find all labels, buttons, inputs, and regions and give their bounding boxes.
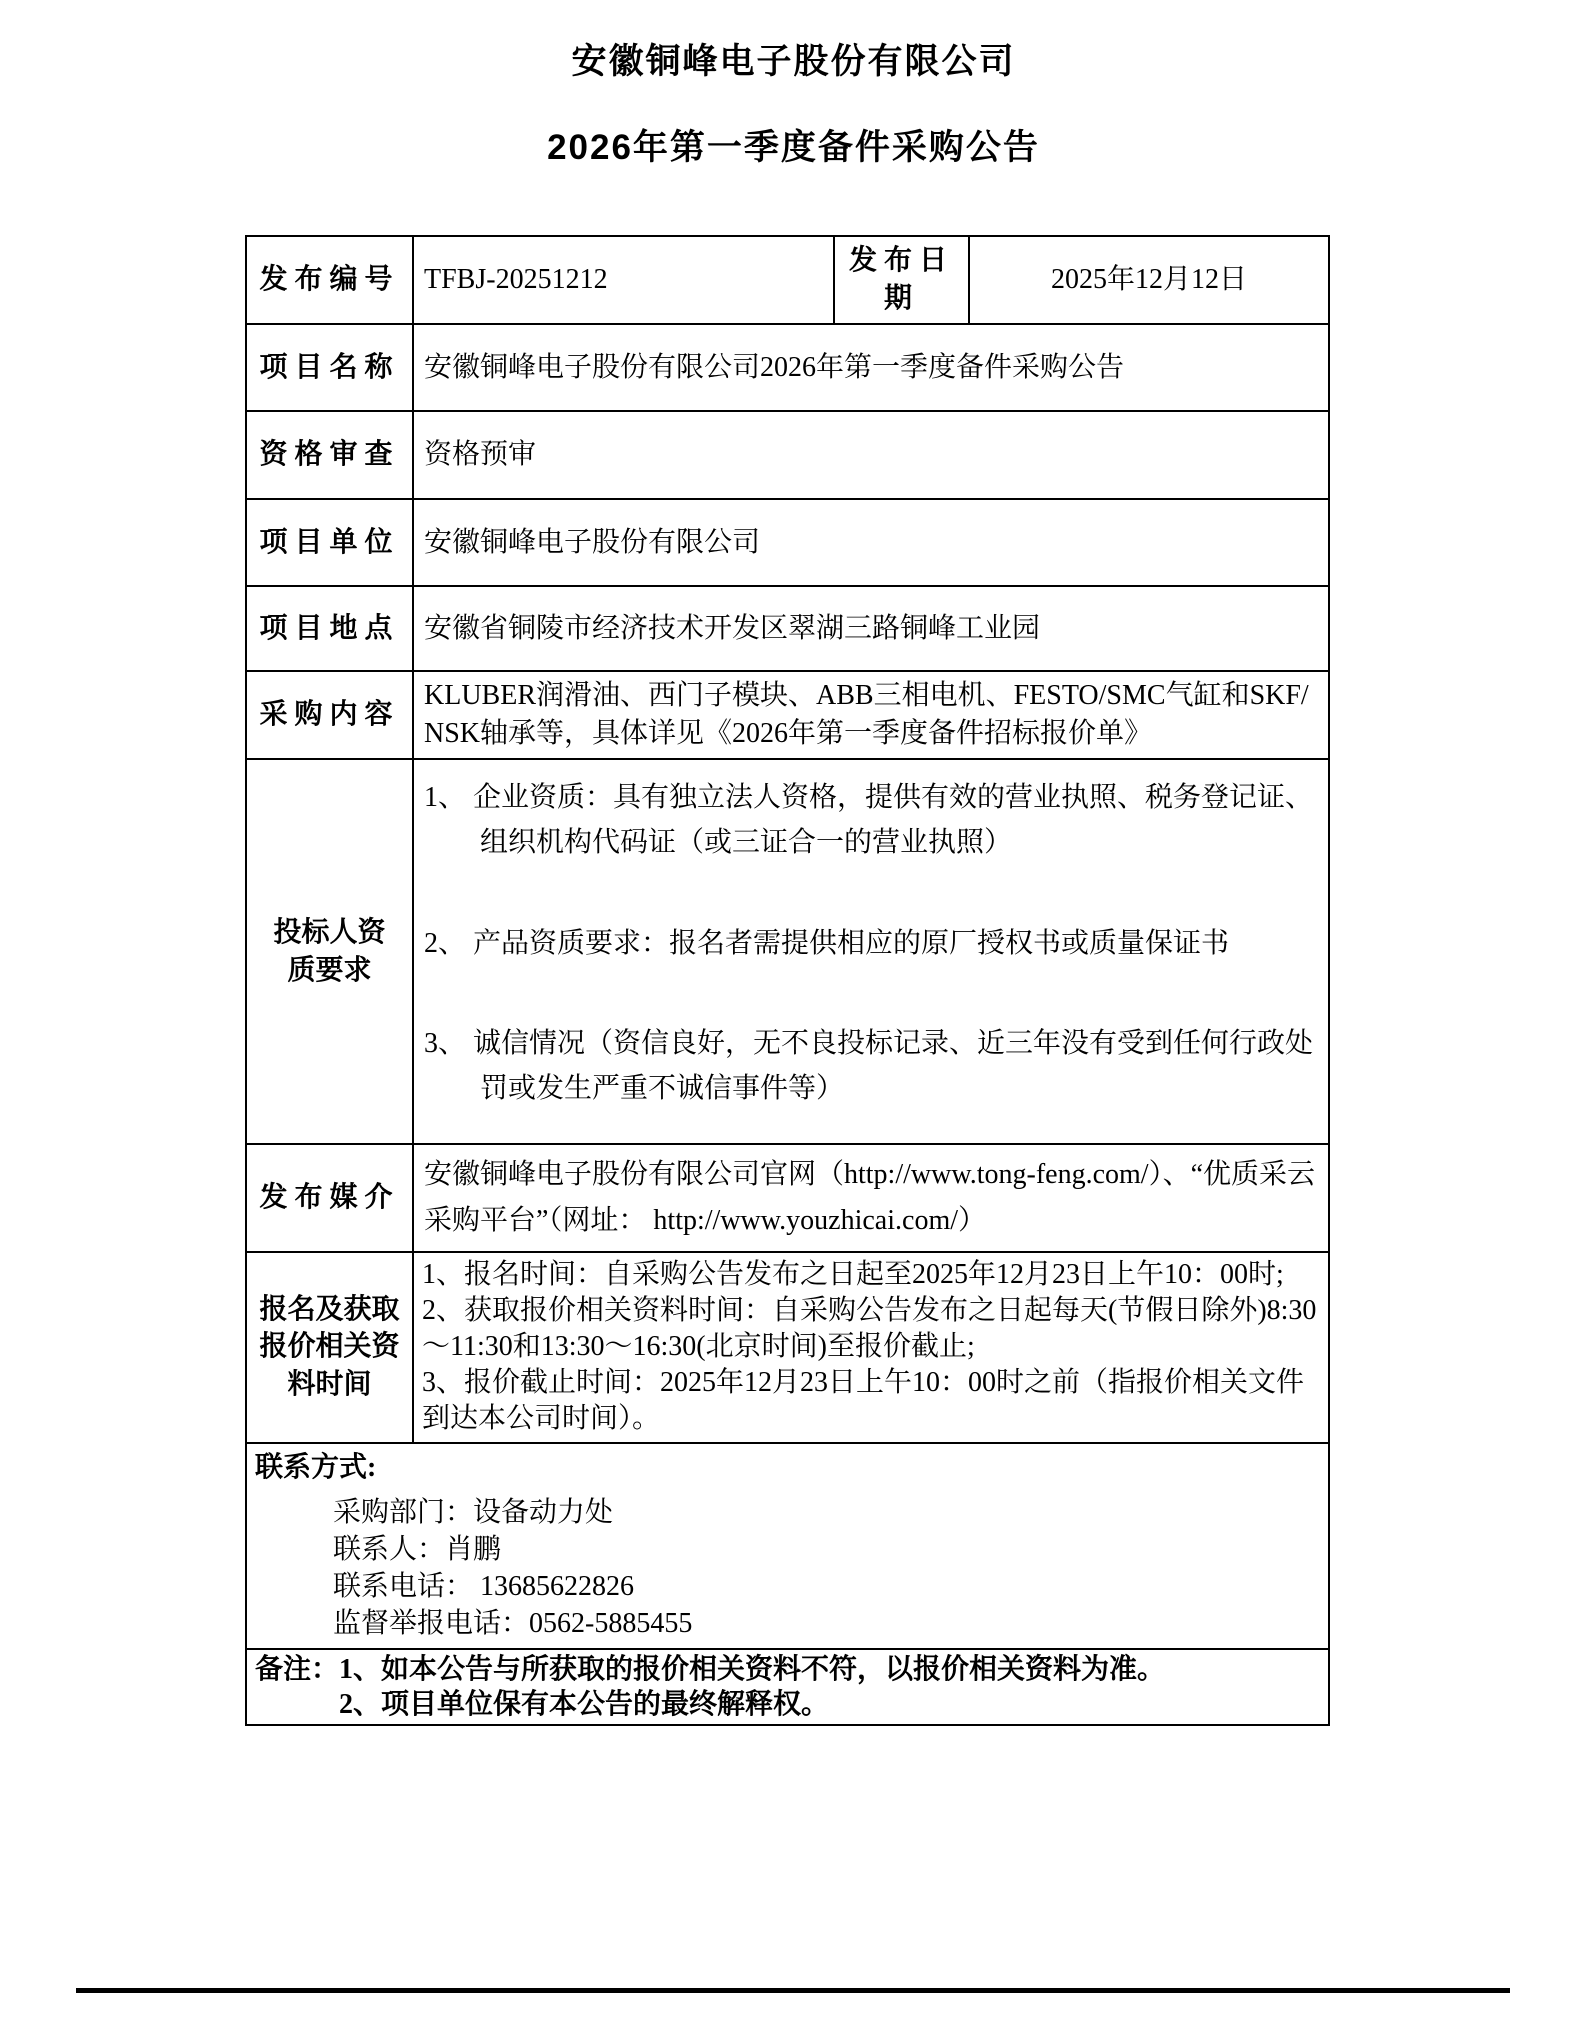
- project-unit-label: 项目单位: [246, 499, 413, 586]
- project-location-label: 项目地点: [246, 586, 413, 671]
- project-location-row: [246, 586, 1329, 671]
- qualification-review-value: 资格预审: [413, 411, 1329, 499]
- remarks-line2: 2、项目单位保有本公告的最终解释权。: [339, 1688, 830, 1720]
- schedule-item-1: 1、报名时间：自采购公告发布之日起至2025年12月23日上午10：00时;: [422, 1259, 1284, 1290]
- page-subtitle: 2026年第一季度备件采购公告: [547, 128, 1040, 167]
- qualification-review-row: [246, 411, 1329, 499]
- announcement-table: [245, 235, 1330, 1726]
- publish-no-label: 发布编号: [246, 236, 413, 324]
- contact-department: 采购部门：设备动力处: [333, 1496, 614, 1528]
- project-name-label: 项目名称: [246, 324, 413, 411]
- remarks-row: [246, 1649, 1329, 1725]
- project-unit-value: 安徽铜峰电子股份有限公司: [413, 499, 1329, 586]
- publish-media-value: 安徽铜峰电子股份有限公司官网（http://www.tong-feng.com/）、“优质采云采购平台”（网址： http://www.youzhicai.com/）: [413, 1144, 1329, 1252]
- schedule-item-3: 3、报价截止时间：2025年12月23日上午10：00时之前（指报价相关文件到达本公司时间）。: [422, 1367, 1305, 1435]
- publish-media-row: [246, 1144, 1329, 1252]
- remarks-line1: 备注：1、如本公告与所获取的报价相关资料不符，以报价相关资料为准。: [255, 1653, 1166, 1685]
- schedule-value: [413, 1252, 1329, 1443]
- schedule-label-line2: 报价相关资: [259, 1331, 400, 1363]
- procurement-content-label: 采购内容: [246, 671, 413, 759]
- schedule-item-2: 2、获取报价相关资料时间：自采购公告发布之日起每天(节假日除外)8:30～11:30和13:30～16:30(北京时间)至报价截止;: [422, 1295, 1317, 1363]
- qualification-review-label: 资格审查: [246, 411, 413, 499]
- contact-person: 联系人：肖鹏: [333, 1533, 502, 1565]
- procurement-content-row: [246, 671, 1329, 759]
- contact-cell: [246, 1443, 1329, 1649]
- project-name-value: 安徽铜峰电子股份有限公司2026年第一季度备件采购公告: [413, 324, 1329, 411]
- qualification-item-1: 1、 企业资质：具有独立法人资格，提供有效的营业执照、税务登记证、组织机构代码证（或三证合一的营业执照）: [424, 782, 1314, 858]
- schedule-label-line1: 报名及获取: [259, 1293, 400, 1325]
- schedule-label-line3: 料时间: [287, 1369, 372, 1401]
- project-name-row: [246, 324, 1329, 411]
- contact-heading: 联系方式:: [255, 1451, 377, 1483]
- publish-date-value: 2025年12月12日: [969, 236, 1329, 324]
- schedule-row: [246, 1252, 1329, 1443]
- contact-phone: 联系电话： 13685622826: [333, 1570, 635, 1602]
- contact-row: [246, 1443, 1329, 1649]
- bidder-qualification-label-line2: 质要求: [287, 954, 372, 986]
- project-unit-row: [246, 499, 1329, 586]
- procurement-content-value: KLUBER润滑油、西门子模块、ABB三相电机、FESTO/SMC气缸和SKF/NSK轴承等，具体详见《2026年第一季度备件招标报价单》: [413, 671, 1329, 759]
- remarks-cell: [246, 1649, 1329, 1725]
- project-location-value: 安徽省铜陵市经济技术开发区翠湖三路铜峰工业园: [413, 586, 1329, 671]
- bidder-qualification-label: [246, 759, 413, 1144]
- page-title: 安徽铜峰电子股份有限公司: [571, 42, 1016, 81]
- publish-no-value: TFBJ-20251212: [413, 236, 834, 324]
- publish-media-label: 发布媒介: [246, 1144, 413, 1252]
- qualification-item-3: 3、 诚信情况（资信良好，无不良投标记录、近三年没有受到任何行政处罚或发生严重不诚信事件等）: [424, 1028, 1314, 1105]
- contact-report-phone: 监督举报电话：0562-5885455: [333, 1607, 693, 1639]
- qualification-item-2: 2、 产品资质要求：报名者需提供相应的原厂授权书或质量保证书: [424, 927, 1230, 959]
- schedule-label: [246, 1252, 413, 1443]
- footer-divider-line: [76, 1988, 1510, 1993]
- bidder-qualification-value: [413, 759, 1329, 1144]
- bidder-qualification-row: [246, 759, 1329, 1144]
- bidder-qualification-label-line1: 投标人资: [273, 916, 386, 948]
- publish-date-label: 发布日期: [834, 236, 969, 324]
- publish-row: [246, 236, 1329, 324]
